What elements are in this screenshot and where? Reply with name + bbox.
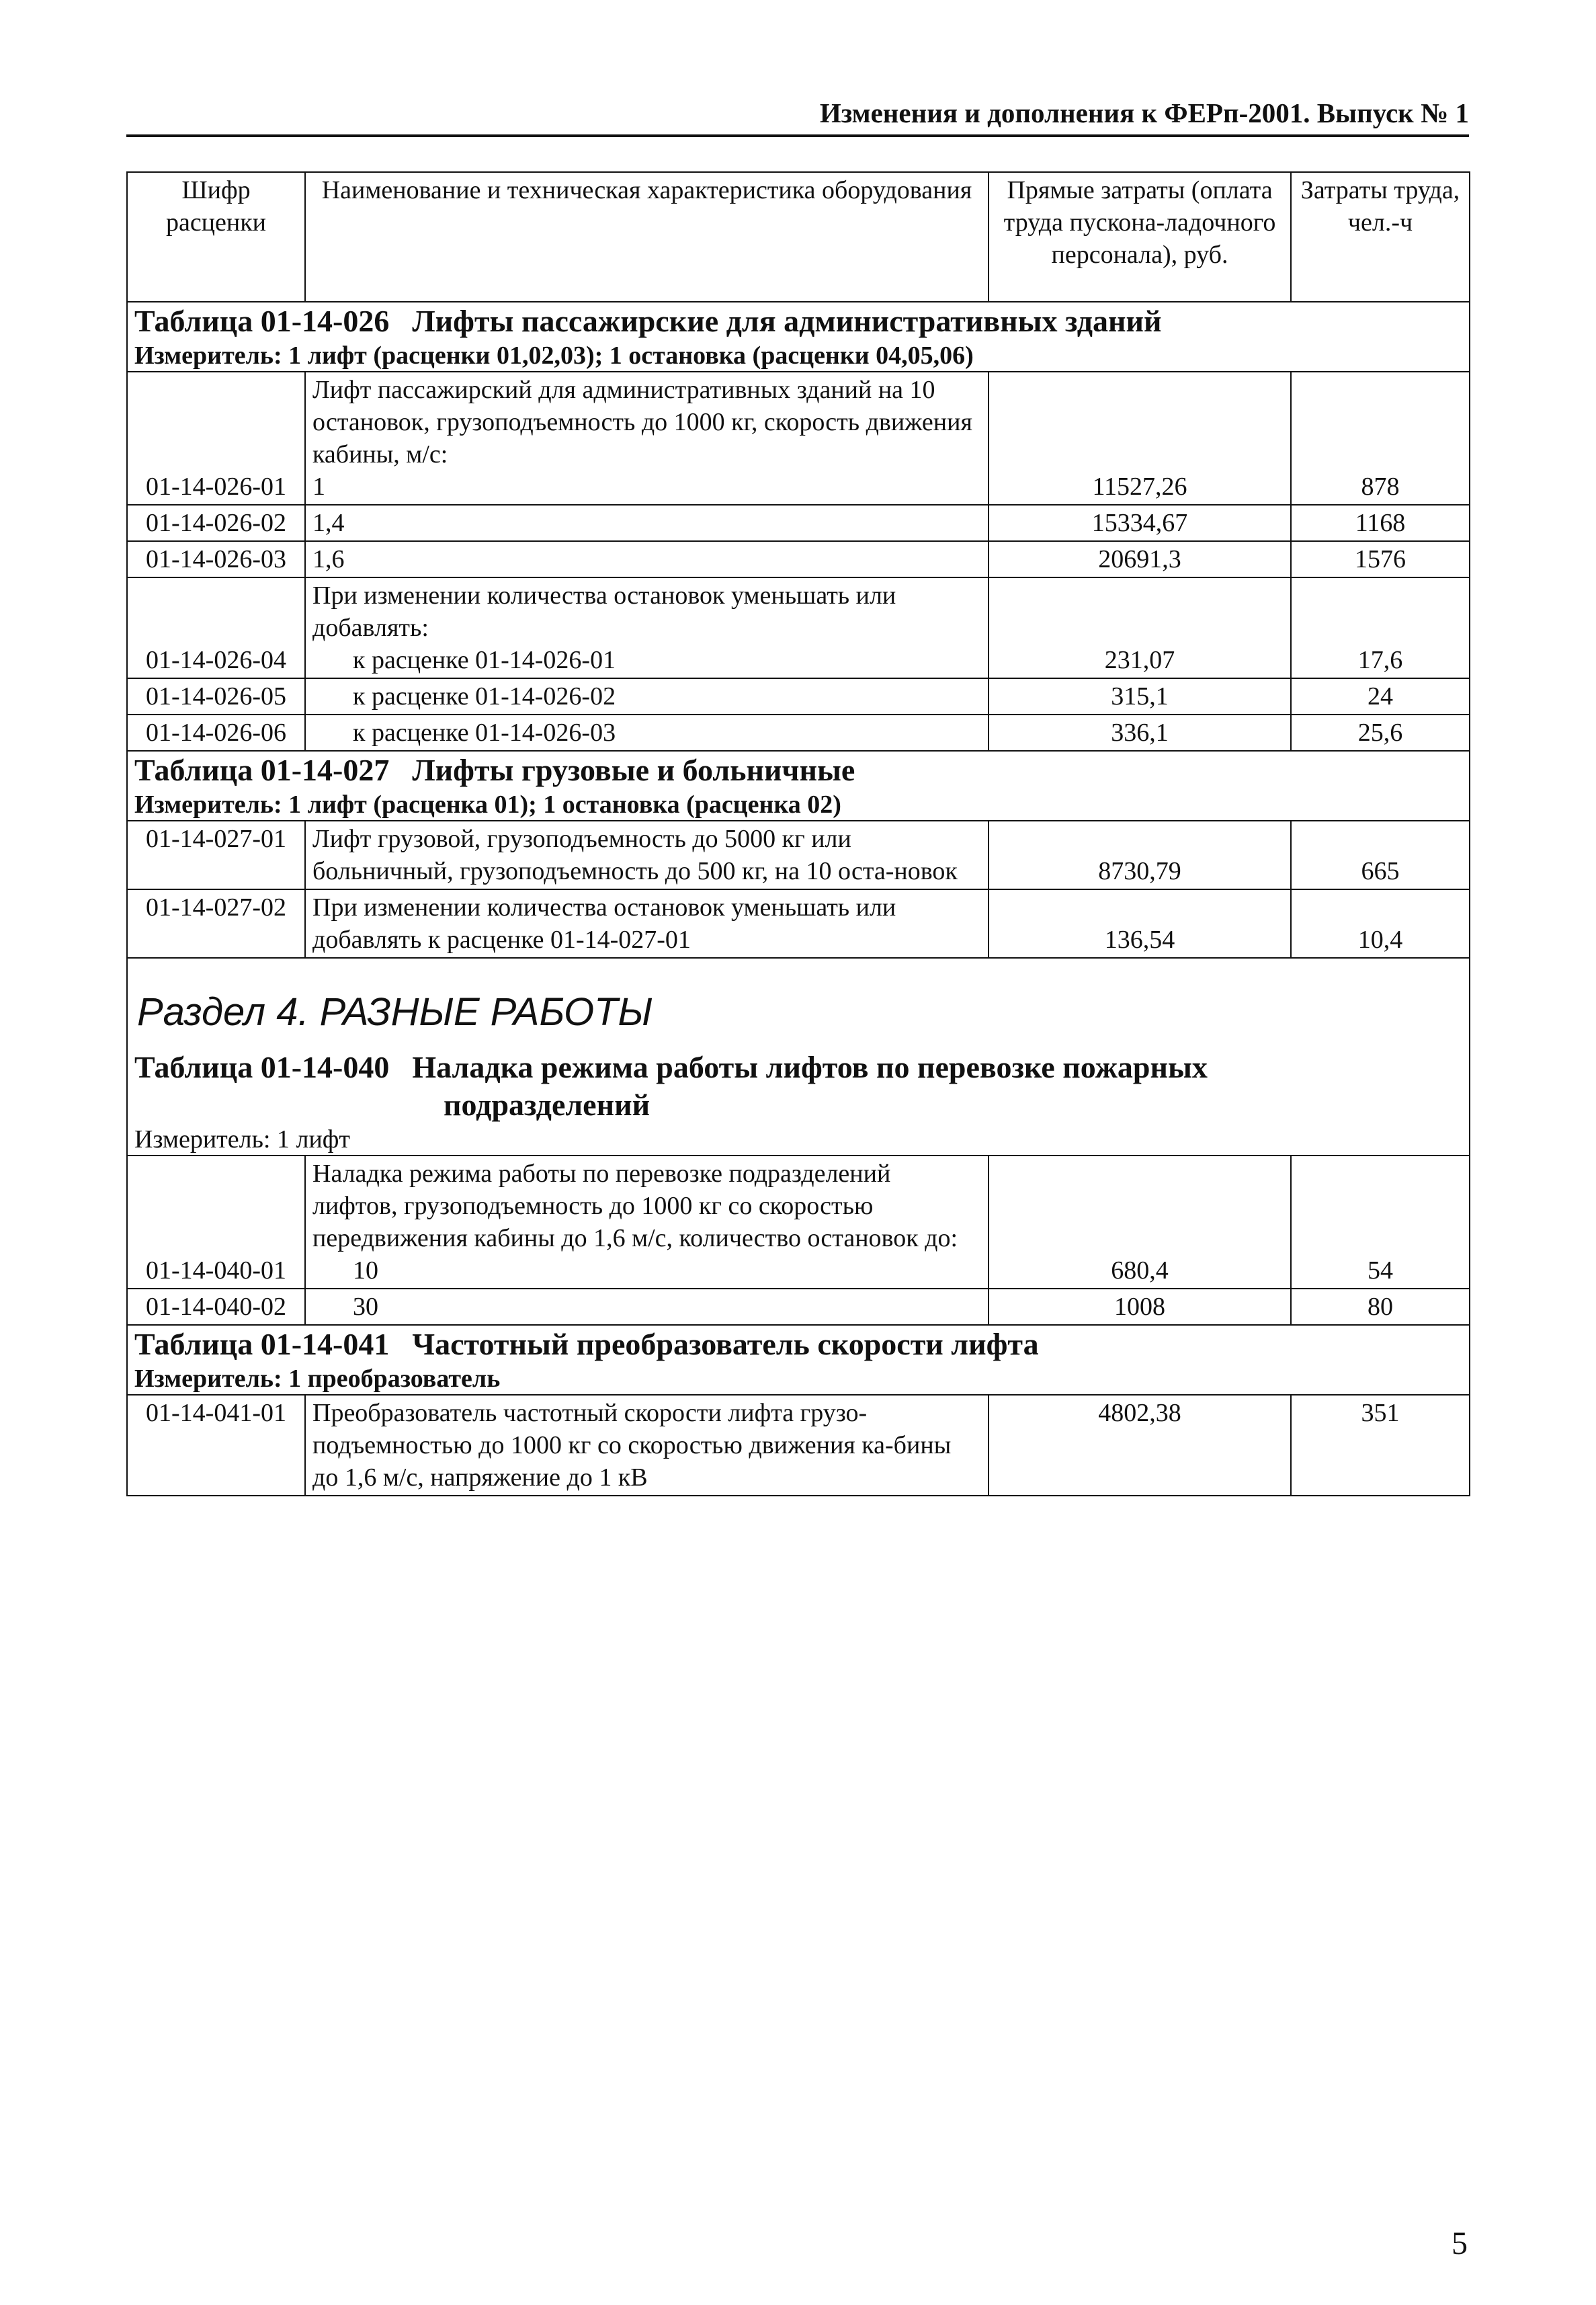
table-row	[127, 541, 1470, 577]
row-name: 1,6	[305, 541, 989, 577]
measurer-027: Измеритель: 1 лифт (расценка 01); 1 остановка (расценка 02)	[134, 791, 841, 819]
group-description: При изменении количества остановок уменьшать или добавлять:	[312, 581, 896, 642]
row-value: к расценке 01-14-026-01	[353, 646, 616, 674]
table-code: Таблица 01-14-027	[134, 753, 390, 787]
row-cost: 136,54	[989, 889, 1291, 958]
table-header-row	[127, 172, 1470, 302]
row-code: 01-14-027-01	[127, 821, 305, 889]
table-title-040	[128, 1039, 1469, 1086]
row-code: 01-14-026-04	[127, 577, 305, 678]
table-row	[127, 372, 1470, 505]
row-cost: 15334,67	[989, 505, 1291, 541]
row-labor: 17,6	[1291, 577, 1470, 678]
row-cost: 336,1	[989, 715, 1291, 751]
table-code: Таблица 01-14-041	[134, 1327, 390, 1361]
row-labor: 80	[1291, 1289, 1470, 1325]
measurer-026: Измеритель: 1 лифт (расценки 01,02,03); 1 остановка (расценки 04,05,06)	[134, 341, 974, 370]
row-name: При изменении количества остановок уменьшать или добавлять к расценке 01-14-027-01	[305, 889, 989, 958]
table-code: Таблица 01-14-040	[134, 1050, 390, 1084]
header-title: Изменения и дополнения к ФЕРп-2001. Выпуск № 1	[819, 97, 1469, 128]
table-row	[127, 1289, 1470, 1325]
table-row	[127, 889, 1470, 958]
table-title-row	[127, 751, 1470, 821]
page-number: 5	[1452, 2226, 1468, 2261]
col-header-labor: Затраты труда, чел.-ч	[1291, 172, 1470, 302]
row-name: 30	[353, 1293, 378, 1321]
row-code: 01-14-026-03	[127, 541, 305, 577]
row-value: 10	[353, 1256, 378, 1285]
row-name: Преобразователь частотный скорости лифта грузо-подъемностью до 1000 кг со скоростью движения ка-бины до 1,6 м/с, напряжение до 1 кВ	[305, 1395, 989, 1496]
row-name: 1,4	[305, 505, 989, 541]
row-labor: 1168	[1291, 505, 1470, 541]
table-row	[127, 821, 1470, 889]
row-labor: 24	[1291, 678, 1470, 715]
row-labor: 878	[1291, 372, 1470, 505]
table-row	[127, 1156, 1470, 1289]
table-title-text: Лифты пассажирские для административных зданий	[412, 304, 1162, 338]
table-title-text: Частотный преобразователь скорости лифта	[412, 1327, 1039, 1361]
table-title-027	[128, 752, 1469, 789]
measurer-040: Измеритель: 1 лифт	[134, 1125, 351, 1154]
table-title-040-line2: подразделений	[444, 1088, 650, 1122]
row-cost: 8730,79	[989, 821, 1291, 889]
row-cost: 315,1	[989, 678, 1291, 715]
row-cost: 680,4	[989, 1156, 1291, 1289]
table-row	[127, 577, 1470, 678]
row-cost: 20691,3	[989, 541, 1291, 577]
table-title-text: Наладка режима работы лифтов по перевозке пожарных	[412, 1050, 1208, 1084]
row-labor: 54	[1291, 1156, 1470, 1289]
table-code: Таблица 01-14-026	[134, 304, 390, 338]
row-code: 01-14-026-05	[127, 678, 305, 715]
row-name	[305, 577, 989, 678]
row-cost: 11527,26	[989, 372, 1291, 505]
row-cost: 231,07	[989, 577, 1291, 678]
table-row	[127, 678, 1470, 715]
group-description: Наладка режима работы по перевозке подразделений лифтов, грузоподъемность до 1000 кг со скоростью передвижения кабины до 1,6 м/с, количество остановок до:	[312, 1160, 958, 1252]
section-title-row	[127, 958, 1470, 1156]
group-description: Лифт пассажирский для административных зданий на 10 остановок, грузоподъемность до 1000 кг, скорость движения кабины, м/с:	[312, 376, 972, 469]
table-row	[127, 715, 1470, 751]
col-header-name: Наименование и техническая характеристика оборудования	[305, 172, 989, 302]
row-code: 01-14-026-02	[127, 505, 305, 541]
row-code: 01-14-040-02	[127, 1289, 305, 1325]
table-row	[127, 1395, 1470, 1496]
row-code: 01-14-026-01	[127, 372, 305, 505]
measurer-041: Измеритель: 1 преобразователь	[134, 1365, 501, 1393]
section-title: Раздел 4. РАЗНЫЕ РАБОТЫ	[137, 990, 653, 1034]
row-cost: 1008	[989, 1289, 1291, 1325]
table-title-row	[127, 302, 1470, 372]
row-name	[305, 372, 989, 505]
row-labor: 665	[1291, 821, 1470, 889]
page-header	[126, 93, 1469, 137]
row-cost: 4802,38	[989, 1395, 1291, 1496]
col-header-direct-costs: Прямые затраты (оплата труда пускона-ладочного персонала), руб.	[989, 172, 1291, 302]
table-title-026	[128, 302, 1469, 340]
row-name: Лифт грузовой, грузоподъемность до 5000 кг или больничный, грузоподъемность до 500 кг, на 10 оста-новок	[305, 821, 989, 889]
row-name	[305, 1156, 989, 1289]
row-labor: 1576	[1291, 541, 1470, 577]
table-title-041	[128, 1326, 1469, 1363]
rates-table	[126, 171, 1470, 1496]
row-labor: 25,6	[1291, 715, 1470, 751]
row-name: к расценке 01-14-026-02	[353, 682, 616, 711]
table-title-row	[127, 1325, 1470, 1395]
row-labor: 10,4	[1291, 889, 1470, 958]
row-code: 01-14-041-01	[127, 1395, 305, 1496]
table-row	[127, 505, 1470, 541]
row-code: 01-14-027-02	[127, 889, 305, 958]
rates-table-frame	[126, 171, 1469, 1496]
row-labor: 351	[1291, 1395, 1470, 1496]
row-value: 1	[312, 473, 325, 501]
row-code: 01-14-026-06	[127, 715, 305, 751]
table-title-text: Лифты грузовые и больничные	[412, 753, 855, 787]
row-code: 01-14-040-01	[127, 1156, 305, 1289]
row-name: к расценке 01-14-026-03	[353, 719, 616, 747]
col-header-code: Шифр расценки	[127, 172, 305, 302]
